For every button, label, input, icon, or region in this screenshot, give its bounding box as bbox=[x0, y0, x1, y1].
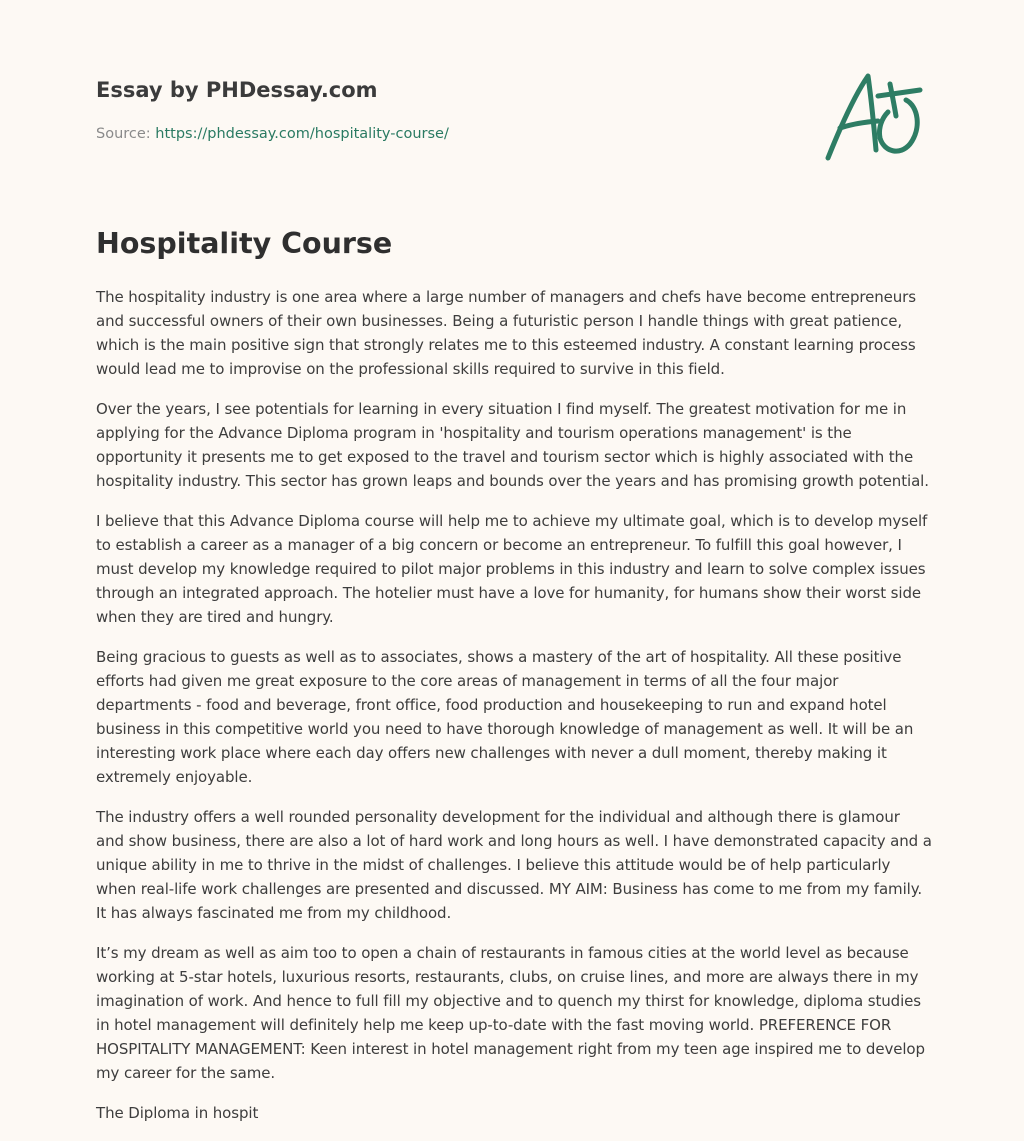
source-label: Source: bbox=[96, 126, 156, 142]
essay-paragraph: Being gracious to guests as well as to associates, shows a mastery of the art of hospitality. All these positive efforts had given me great exposure to the core areas of management in terms of all the four major departments - food and beverage, front office, food production and housekeeping to run and expand hotel business in this competitive world you need to have thorough knowledge of management as well. It will be an interesting work place where each day offers new challenges with never a dull moment, thereby making it extremely enjoyable. bbox=[96, 648, 914, 786]
essay-paragraph: It’s my dream as well as aim too to open a chain of restaurants in famous cities at the world level as because working at 5-star hotels, luxurious resorts, restaurants, clubs, on cruise lines, and more are always there in my imagination of work. And hence to full fill my objective and to quench my thirst for knowledge, diploma studies in hotel management will definitely help me keep up-to-date with the fast moving world. PREFERENCE FOR HOSPITALITY MANAGEMENT: Keen interest in hotel management right from my teen age inspired me to develop my career for the same. bbox=[96, 944, 925, 1082]
brand-title: Essay by PHDessay.com bbox=[96, 78, 378, 102]
essay-title: Hospitality Course bbox=[96, 227, 393, 260]
essay-paragraph: Over the years, I see potentials for learning in every situation I find myself. The greatest motivation for me in applying for the Advance Diploma program in 'hospitality and tourism operations management' is the opportunity it presents me to get exposed to the travel and tourism sector which is highly associated with the hospitality industry. This sector has grown leaps and bounds over the years and has promising growth potential. bbox=[96, 400, 929, 490]
essay-paragraph: The hospitality industry is one area where a large number of managers and chefs have become entrepreneurs and successful owners of their own businesses. Being a futuristic person I handle things with great patience, which is the main positive sign that strongly relates me to this esteemed industry. A constant learning process would lead me to improvise on the professional skills required to survive in this field. bbox=[96, 288, 916, 378]
a-plus-logo-icon bbox=[818, 66, 930, 166]
essay-body bbox=[96, 285, 932, 1141]
source-link[interactable]: https://phdessay.com/hospitality-course/ bbox=[155, 126, 449, 142]
source-line bbox=[96, 124, 796, 144]
essay-paragraph: I believe that this Advance Diploma course will help me to achieve my ultimate goal, which is to develop myself to establish a career as a manager of a big concern or become an entrepreneur. To fulfill this goal however, I must develop my knowledge required to pilot major problems in this industry and learn to solve complex issues through an integrated approach. The hotelier must have a love for humanity, for humans show their worst side when they are tired and hungry. bbox=[96, 512, 928, 626]
essay-header bbox=[96, 74, 796, 144]
essay-paragraph: The industry offers a well rounded personality development for the individual and although there is glamour and show business, there are also a lot of hard work and long hours as well. I have demonstrated capacity and a unique ability in me to thrive in the midst of challenges. I believe this attitude would be of help particularly when real-life work challenges are presented and discussed. MY AIM: Business has come to me from my family. It has always fascinated me from my childhood. bbox=[96, 808, 932, 922]
essay-paragraph-truncated: The Diploma in hospit bbox=[96, 1104, 259, 1122]
